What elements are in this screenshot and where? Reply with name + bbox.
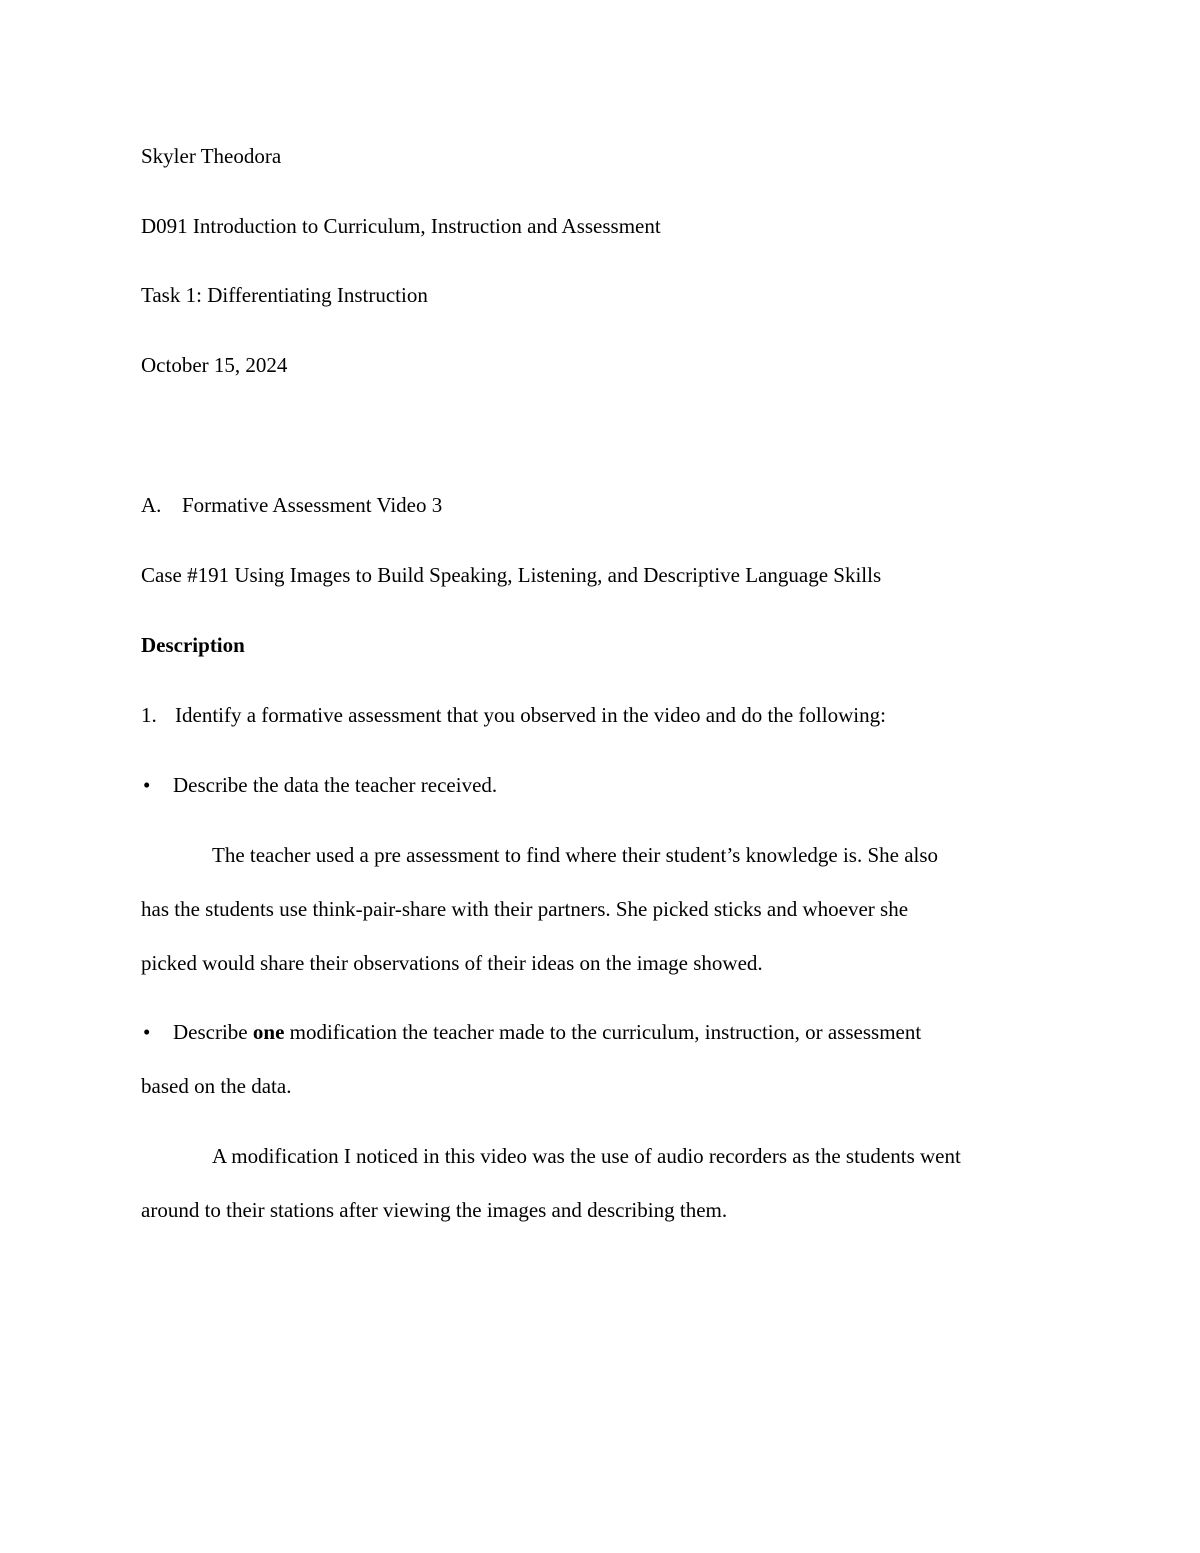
answer-paragraph-line: picked would share their observations of their ideas on the image showed. xyxy=(141,951,763,975)
question-text: Identify a formative assessment that you observed in the video and do the following: xyxy=(175,703,886,727)
task-title: Task 1: Differentiating Instruction xyxy=(141,283,428,307)
bullet-text-after: modification the teacher made to the curriculum, instruction, or assessment xyxy=(284,1020,922,1044)
bullet-continuation: based on the data. xyxy=(141,1074,292,1098)
answer-paragraph-line: The teacher used a pre assessment to find where their student’s knowledge is. She also xyxy=(212,843,939,867)
emphasis-one: one xyxy=(252,1020,285,1044)
section-a-title: Formative Assessment Video 3 xyxy=(182,493,443,517)
question-number: 1. xyxy=(141,703,157,727)
bullet-text: Describe the data the teacher received. xyxy=(173,773,498,797)
bullet-marker: • xyxy=(143,773,151,797)
bullet-text-before: Describe xyxy=(173,1020,253,1044)
course-title: D091 Introduction to Curriculum, Instruction and Assessment xyxy=(141,214,661,238)
bullet-marker: • xyxy=(143,1020,151,1044)
case-title: Case #191 Using Images to Build Speaking, Listening, and Descriptive Language Skills xyxy=(141,563,882,587)
answer-paragraph-line: around to their stations after viewing the images and describing them. xyxy=(141,1198,728,1222)
answer-paragraph-line: has the students use think-pair-share with their partners. She picked sticks and whoever she xyxy=(141,897,909,921)
document-date: October 15, 2024 xyxy=(141,353,288,377)
description-heading: Description xyxy=(141,633,245,657)
bullet-text xyxy=(173,1018,921,1046)
author-name: Skyler Theodora xyxy=(141,144,282,168)
answer-paragraph-line: A modification I noticed in this video was the use of audio recorders as the students went xyxy=(212,1144,961,1168)
section-a-marker: A. xyxy=(141,493,162,517)
